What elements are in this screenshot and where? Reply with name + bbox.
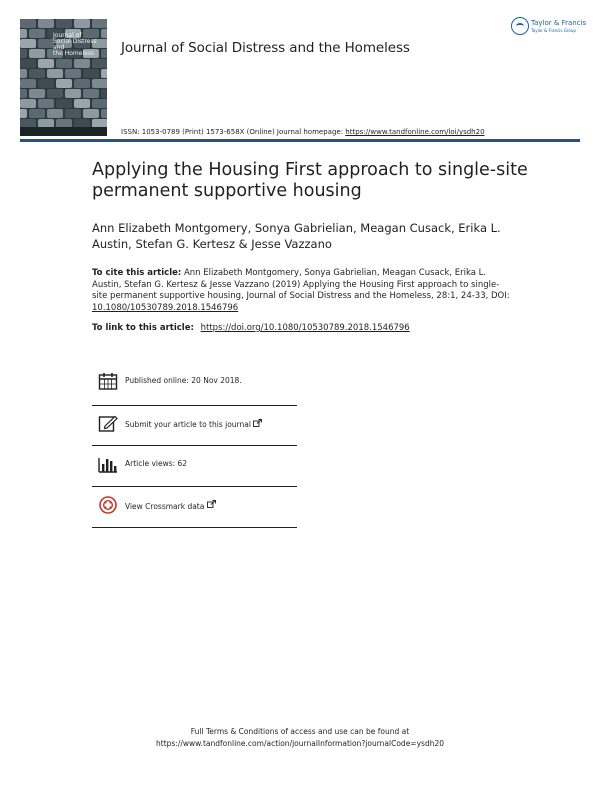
cover-brick — [65, 89, 81, 98]
submit-article-row[interactable] — [92, 405, 297, 445]
cover-brick — [29, 29, 45, 38]
cover-brick — [56, 79, 72, 88]
citation-label: To cite this article: — [92, 268, 182, 278]
cover-brick — [38, 59, 54, 68]
footer-url[interactable]: https://www.tandfonline.com/action/journalInformation?journalCode=ysdh20 — [156, 739, 444, 748]
cover-brick — [47, 109, 63, 118]
cover-brick — [101, 69, 107, 78]
cover-brick — [20, 79, 36, 88]
cover-brick — [101, 109, 107, 118]
publisher-logo-icon — [511, 17, 529, 35]
bar-chart-icon — [98, 455, 118, 473]
cover-brick — [74, 19, 90, 28]
crossmark-text[interactable]: View Crossmark data — [125, 502, 205, 511]
cover-brick — [20, 49, 27, 58]
issn-line — [121, 128, 485, 136]
cover-brick — [20, 109, 27, 118]
article-views-text: Article views: 62 — [125, 459, 188, 468]
article-authors: Ann Elizabeth Montgomery, Sonya Gabrielian, Meagan Cusack, Erika L. Austin, Stefan G. Kertesz & Jesse Vazzano — [92, 221, 501, 251]
citation-block — [92, 268, 512, 314]
info-divider — [92, 527, 297, 528]
journal-cover-image[interactable] — [20, 19, 107, 136]
published-online-text: Published online: 20 Nov 2018. — [125, 376, 242, 385]
edit-icon — [98, 415, 118, 433]
publisher-subtitle: Taylor & Francis Group — [531, 28, 576, 33]
cover-footer — [20, 127, 107, 136]
crossmark-icon — [98, 496, 118, 514]
cover-brick — [74, 59, 90, 68]
publisher-logo[interactable] — [511, 17, 587, 37]
cover-brick — [20, 39, 36, 48]
cover-brick — [29, 89, 45, 98]
cover-brick — [47, 89, 63, 98]
cover-brick — [74, 79, 90, 88]
cover-title — [53, 33, 105, 57]
external-link-icon — [207, 500, 216, 508]
cover-title-line: Journal of — [53, 32, 82, 39]
cover-brick — [38, 19, 54, 28]
cover-brick — [83, 89, 99, 98]
external-link-icon — [253, 419, 262, 427]
citation-doi-link[interactable]: 10.1080/10530789.2018.1546796 — [92, 302, 239, 313]
cover-brick — [29, 49, 45, 58]
published-online-row — [92, 362, 297, 402]
cover-brick — [38, 79, 54, 88]
cover-brick — [74, 99, 90, 108]
cover-brick — [83, 69, 99, 78]
cover-brick — [101, 89, 107, 98]
article-doi-url[interactable]: https://doi.org/10.1080/10530789.2018.1546796 — [200, 323, 410, 333]
publisher-name: Taylor & Francis — [531, 19, 587, 27]
cover-brick — [20, 29, 27, 38]
cover-brick — [65, 69, 81, 78]
calendar-icon — [98, 372, 118, 390]
article-link-label: To link to this article: — [92, 323, 194, 333]
cover-brick — [20, 59, 36, 68]
cover-brick — [56, 19, 72, 28]
cover-brick — [29, 109, 45, 118]
cover-brick — [20, 89, 27, 98]
citation-text: Ann Elizabeth Montgomery, Sonya Gabrielian, Meagan Cusack, Erika L. Austin, Stefan G. Kertesz & Jesse Vazzano (2019) Applying the Housing First approach to single-site permanent supportive housing, Journal of Social Distress and the Homeless, 28:1, 24-33, DOI: — [92, 268, 510, 301]
header-divider — [20, 139, 580, 142]
cover-brick — [38, 39, 54, 48]
cover-brick — [92, 99, 107, 108]
article-link-line — [92, 323, 410, 333]
submit-article-link[interactable] — [125, 419, 262, 429]
cover-brick — [38, 99, 54, 108]
cover-brick — [20, 69, 27, 78]
cover-brick — [83, 109, 99, 118]
cover-brick — [65, 109, 81, 118]
crossmark-row[interactable] — [92, 486, 297, 526]
cover-brick — [29, 69, 45, 78]
article-views-row — [92, 445, 297, 485]
cover-brick — [92, 79, 107, 88]
submit-article-text[interactable]: Submit your article to this journal — [125, 420, 251, 429]
cover-brick — [92, 59, 107, 68]
article-title: Applying the Housing First approach to single-site permanent supportive housing — [92, 160, 528, 201]
cover-brick — [20, 99, 36, 108]
cover-brick — [92, 19, 107, 28]
crossmark-link[interactable] — [125, 500, 216, 511]
journal-title[interactable]: Journal of Social Distress and the Homeless — [121, 40, 410, 56]
journal-homepage-link[interactable]: https://www.tandfonline.com/loi/ysdh20 — [345, 128, 485, 136]
cover-title-line: Social Distress and — [53, 38, 97, 51]
cover-brick — [20, 19, 36, 28]
cover-brick — [56, 59, 72, 68]
cover-title-line: the Homeless — [53, 50, 95, 57]
issn-text: ISSN: 1053-0789 (Print) 1573-658X (Online) Journal homepage: — [121, 128, 344, 136]
cover-brick — [47, 69, 63, 78]
cover-brick — [56, 99, 72, 108]
footer-terms: Full Terms & Conditions of access and use can be found at — [190, 727, 410, 736]
